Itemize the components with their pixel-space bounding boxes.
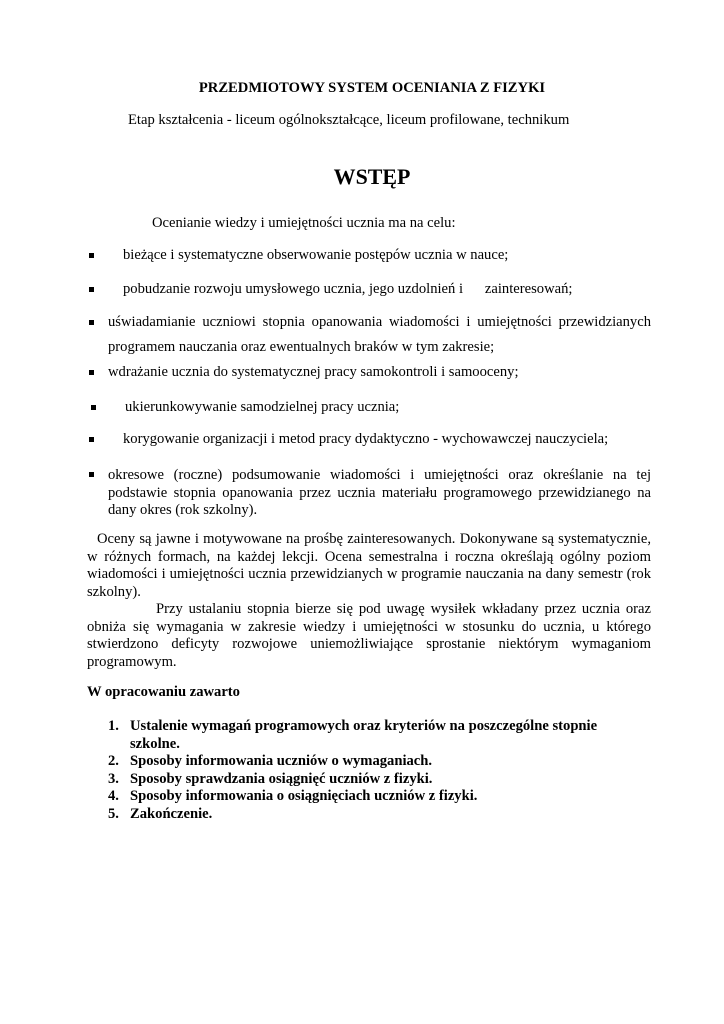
square-bullet-icon	[89, 370, 94, 375]
contents-item-text: Sposoby sprawdzania osiągnięć uczniów z fizyki.	[130, 770, 433, 787]
square-bullet-icon	[89, 320, 94, 325]
education-stage: Etap kształcenia - liceum ogólnokształcące, liceum profilowane, technikum	[128, 112, 570, 128]
list-item-text: ukierunkowywanie samodzielnej pracy ucznia;	[125, 399, 400, 415]
contents-heading: W opracowaniu zawarto	[87, 684, 240, 700]
contents-item	[108, 806, 628, 824]
list-item-text: okresowe (roczne) podsumowanie wiadomości i umiejętności oraz określanie na tej podstawie stopnia opanowania przez ucznia materiału programowego przewidzianego na dany okres (rok szkolny).	[108, 467, 651, 518]
square-bullet-icon	[89, 253, 94, 258]
contents-item-number: 1.	[108, 718, 119, 734]
square-bullet-icon	[91, 405, 96, 410]
contents-item	[108, 753, 628, 771]
contents-item-number: 2.	[108, 753, 119, 769]
list-item-text: bieżące i systematyczne obserwowanie postępów ucznia w nauce;	[123, 247, 509, 263]
contents-item	[108, 771, 628, 789]
list-item-text: uświadamianie uczniowi stopnia opanowania wiadomości i umiejętności przewidzianych programem nauczania oraz ewentualnych braków w tym zakresie;	[108, 314, 651, 355]
list-item-text: korygowanie organizacji i metod pracy dydaktyczno - wychowawczej nauczyciela;	[123, 431, 609, 447]
contents-item-text: Sposoby informowania uczniów o wymaganiach.	[130, 753, 433, 769]
contents-item-number: 3.	[108, 770, 119, 787]
contents-item-number: 5.	[108, 805, 119, 822]
document-title: PRZEDMIOTOWY SYSTEM OCENIANIA Z FIZYKI	[198, 80, 546, 96]
paragraph-grading: Oceny są jawne i motywowane na prośbę zainteresowanych. Dokonywane są systematycznie, w różnych formach, na każdej lekcji. Ocena semestralna i roczna określają ogólny poziom wiadomości i umiejętności ucznia przewidzianych w programie nauczania na dany semestr (rok szkolny).	[87, 531, 651, 600]
contents-item-text: Zakończenie.	[130, 805, 213, 822]
contents-item-text: Ustalenie wymagań programowych oraz kryteriów na poszczególne stopnie szkolne.	[130, 718, 598, 752]
square-bullet-icon	[89, 472, 94, 477]
contents-item-number: 4.	[108, 788, 119, 804]
square-bullet-icon	[89, 437, 94, 442]
contents-item	[108, 788, 628, 806]
section-heading: WSTĘP	[333, 164, 411, 189]
list-item-text: pobudzanie rozwoju umysłowego ucznia, jego uzdolnień i zainteresowań;	[123, 281, 573, 297]
square-bullet-icon	[89, 287, 94, 292]
list-item-text: wdrażanie ucznia do systematycznej pracy samokontroli i samooceny;	[108, 364, 519, 380]
contents-item	[108, 718, 628, 753]
contents-item-text: Sposoby informowania o osiągnięciach uczniów z fizyki.	[130, 788, 478, 804]
intro-text: Ocenianie wiedzy i umiejętności ucznia ma na celu:	[152, 215, 456, 231]
paragraph-effort: Przy ustalaniu stopnia bierze się pod uwagę wysiłek wkładany przez ucznia oraz obniża się wymagania w zakresie wiedzy i umiejętności w stosunku do ucznia, u którego stwierdzono deficyty rozwojowe uniemożliwiające sprostanie niektórym wymaganiom programowym.	[87, 601, 651, 670]
contents-list	[108, 718, 628, 823]
